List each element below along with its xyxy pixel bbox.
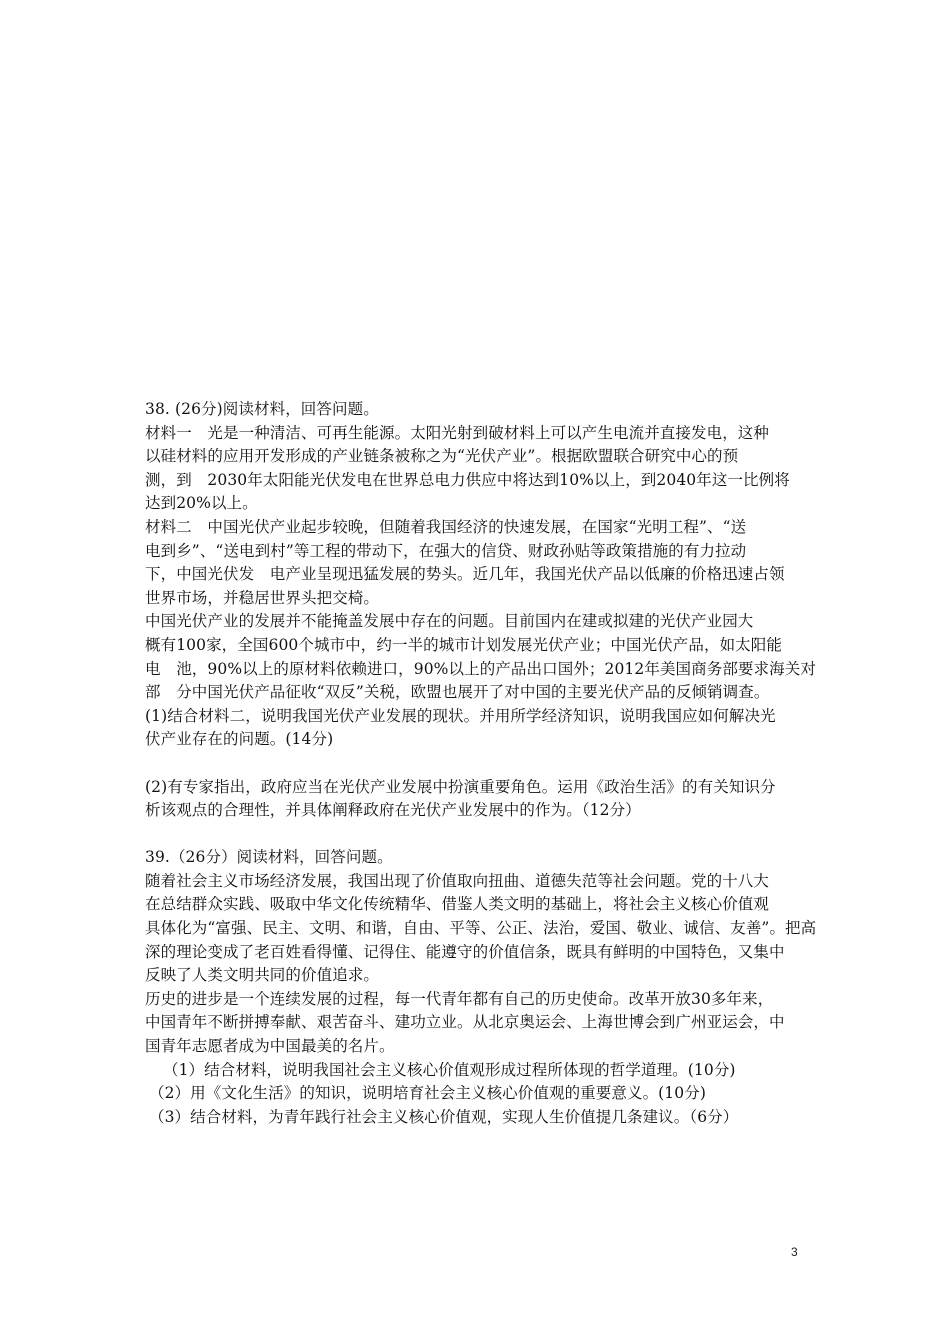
- text-line: 中国青年不断拼搏奉献、艰苦奋斗、建功立业。从北京奥运会、上海世博会到广州亚运会，中: [145, 1013, 785, 1032]
- text-line: 析该观点的合理性，并具体阐释政府在光伏产业发展中的作为。（12分）: [145, 801, 641, 820]
- text-line: 电 池，90%以上的原材料依赖进口，90%以上的产品出口国外；2012年美国商务部要求海关对: [145, 659, 816, 678]
- text-line: (2)有专家指出，政府应当在光伏产业发展中扮演重要角色。运用《政治生活》的有关知识分: [145, 777, 776, 796]
- text-line: 反映了人类文明共同的价值追求。: [145, 966, 380, 985]
- page-content: [145, 398, 825, 1129]
- question-38: [145, 398, 825, 823]
- q38-material-1: [145, 422, 825, 516]
- q39-material-1: [145, 870, 825, 988]
- text-line: 中国光伏产业的发展并不能掩盖发展中存在的问题。目前国内在建或拟建的光伏产业园大: [145, 612, 754, 631]
- text-line: 在总结群众实践、吸取中华文化传统精华、借鉴人类文明的基础上，将社会主义核心价值观: [145, 895, 770, 914]
- spacer: [145, 823, 825, 847]
- text-line: 电到乡”、“送电到村”等工程的带动下，在强大的信贷、财政孙贴等政策措施的有力拉动: [145, 541, 747, 560]
- text-line: 具体化为“富强、民主、文明、和谐，自由、平等、公正、法治，爱国、敬业、诚信、友善”。把高: [145, 919, 817, 938]
- text-line: 伏产业存在的问题。(14分): [145, 730, 334, 749]
- text-line: 以硅材料的应用开发形成的产业链条被称之为“光伏产业”。根据欧盟联合研究中心的预: [145, 447, 739, 466]
- question-39-heading: 39.（26分）阅读材料，回答问题。: [145, 848, 393, 867]
- q38-subquestion-1: [145, 705, 825, 752]
- q38-subquestion-2: [145, 776, 825, 823]
- page-number: 3: [791, 1245, 798, 1259]
- question-39: [145, 846, 825, 1129]
- text-line: 概有100家，全国600个城市中，约一半的城市计划发展光伏产业；中国光伏产品，如太阳能: [145, 635, 782, 654]
- text-line: (1)结合材料二，说明我国光伏产业发展的现状。并用所学经济知识，说明我国应如何解决光: [145, 706, 776, 725]
- q38-material-3: [145, 610, 825, 704]
- q39-subquestion-2: （2）用《文化生活》的知识，说明培育社会主义核心价值观的重要意义。(10分): [149, 1084, 706, 1103]
- text-line: 部 分中国光伏产品征收“双反”关税，欧盟也展开了对中国的主要光伏产品的反倾销调查。: [145, 683, 770, 702]
- text-line: 深的理论变成了老百姓看得懂、记得住、能遵守的价值信条，既具有鲜明的中国特色，又集中: [145, 942, 785, 961]
- text-line: 世界市场，并稳居世界头把交椅。: [145, 588, 380, 607]
- q39-material-2: [145, 988, 825, 1059]
- text-line: 国青年志愿者成为中国最美的名片。: [145, 1037, 395, 1056]
- text-line: 材料一 光是一种清洁、可再生能源。太阳光射到破材料上可以产生电流并直接发电，这种: [145, 423, 770, 442]
- text-line: 材料二 中国光伏产业起步较晚，但随着我国经济的快速发展，在国家“光明工程”、“送: [145, 517, 747, 536]
- text-line: 达到20%以上。: [145, 494, 258, 513]
- text-line: 随着社会主义市场经济发展，我国出现了价值取向扭曲、道德失范等社会问题。党的十八大: [145, 871, 770, 890]
- q39-subquestion-3: （3）结合材料，为青年践行社会主义核心价值观，实现人生价值提几条建议。（6分）: [149, 1107, 739, 1126]
- q38-material-2: [145, 516, 825, 610]
- text-line: 下，中国光伏发 电产业呈现迅猛发展的势头。近几年，我国光伏产品以低廉的价格迅速占领: [145, 565, 785, 584]
- question-38-heading: 38. (26分)阅读材料，回答问题。: [145, 400, 379, 418]
- spacer: [145, 752, 825, 776]
- text-line: 测，到 2030年太阳能光伏发电在世界总电力供应中将达到10%以上，到2040年这一比例将: [145, 470, 790, 489]
- text-line: 历史的进步是一个连续发展的过程，每一代青年都有自己的历史使命。改革开放30多年来，: [145, 989, 774, 1008]
- q39-subquestion-1: （1）结合材料，说明我国社会主义核心价值观形成过程所体现的哲学道理。(10分): [163, 1060, 736, 1079]
